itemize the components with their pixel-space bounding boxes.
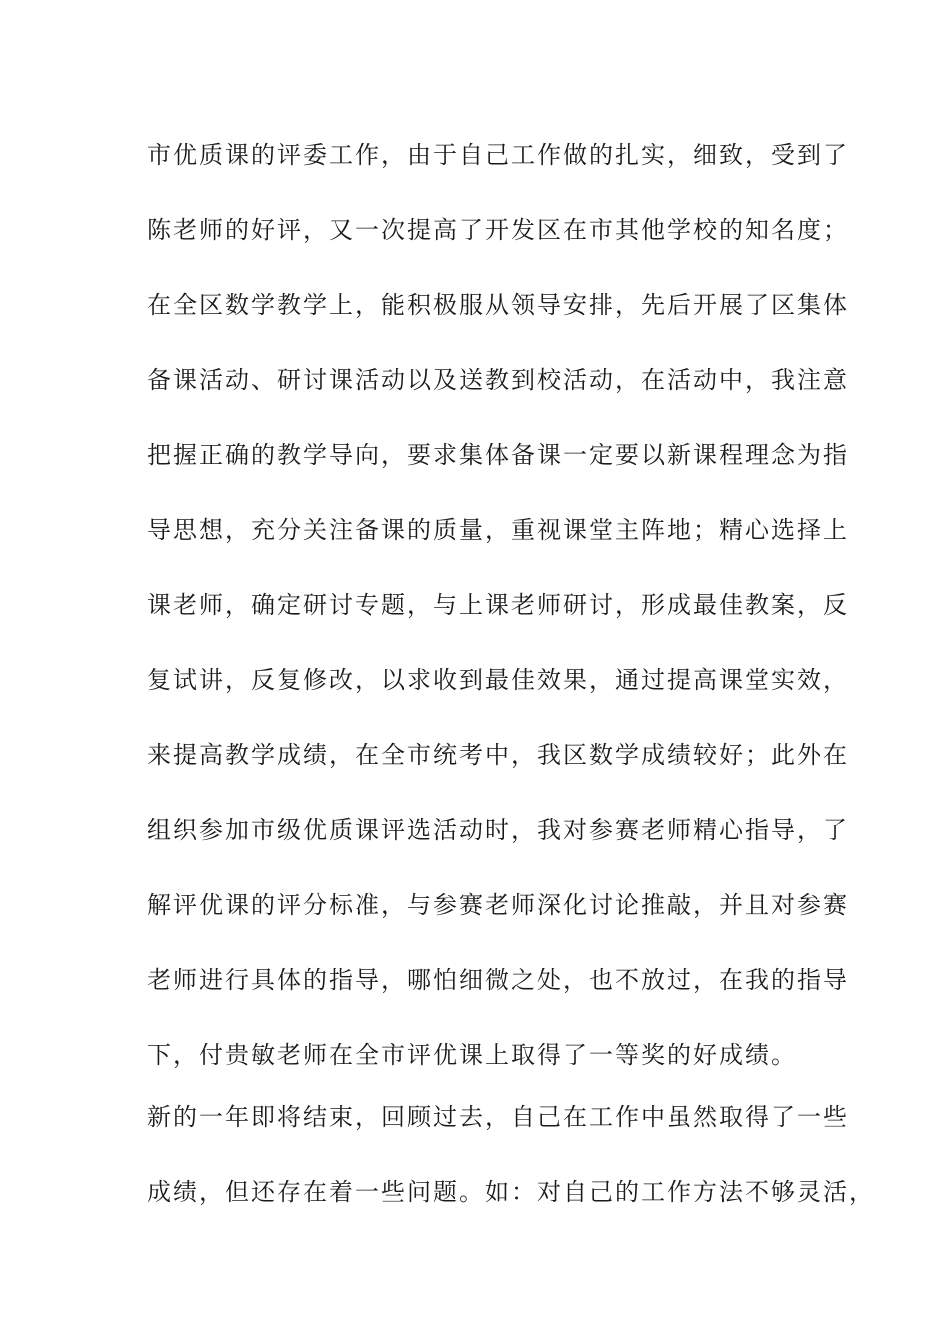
- text-line-8: 复试讲，反复修改，以求收到最佳效果，通过提高课堂实效，: [147, 666, 849, 694]
- text-line-7: 课老师，确定研讨专题，与上课老师研讨，形成最佳教案，反: [147, 591, 849, 619]
- text-line-6: 导思想，充分关注备课的质量，重视课堂主阵地；精心选择上: [147, 516, 849, 544]
- text-line-1: 市优质课的评委工作，由于自己工作做的扎实，细致，受到了: [147, 141, 849, 169]
- text-line-3: 在全区数学教学上，能积极服从领导安排，先后开展了区集体: [147, 291, 849, 319]
- text-line-4: 备课活动、研讨课活动以及送教到校活动，在活动中，我注意: [147, 366, 849, 394]
- text-line-15: 成绩，但还存在着一些问题。如：对自己的工作方法不够灵活，: [147, 1178, 875, 1206]
- text-line-10: 组织参加市级优质课评选活动时，我对参赛老师精心指导，了: [147, 816, 849, 844]
- text-line-5: 把握正确的教学导向，要求集体备课一定要以新课程理念为指: [147, 441, 849, 469]
- text-line-12: 老师进行具体的指导，哪怕细微之处，也不放过，在我的指导: [147, 966, 849, 994]
- text-line-2: 陈老师的好评，又一次提高了开发区在市其他学校的知名度；: [147, 216, 849, 244]
- text-line-9: 来提高教学成绩，在全市统考中，我区数学成绩较好；此外在: [147, 741, 849, 769]
- text-line-13: 下，付贵敏老师在全市评优课上取得了一等奖的好成绩。: [147, 1041, 797, 1069]
- text-line-11: 解评优课的评分标准，与参赛老师深化讨论推敲，并且对参赛: [147, 891, 849, 919]
- text-line-14: 新的一年即将结束，回顾过去，自己在工作中虽然取得了一些: [147, 1103, 849, 1131]
- body-text: [147, 131, 875, 1243]
